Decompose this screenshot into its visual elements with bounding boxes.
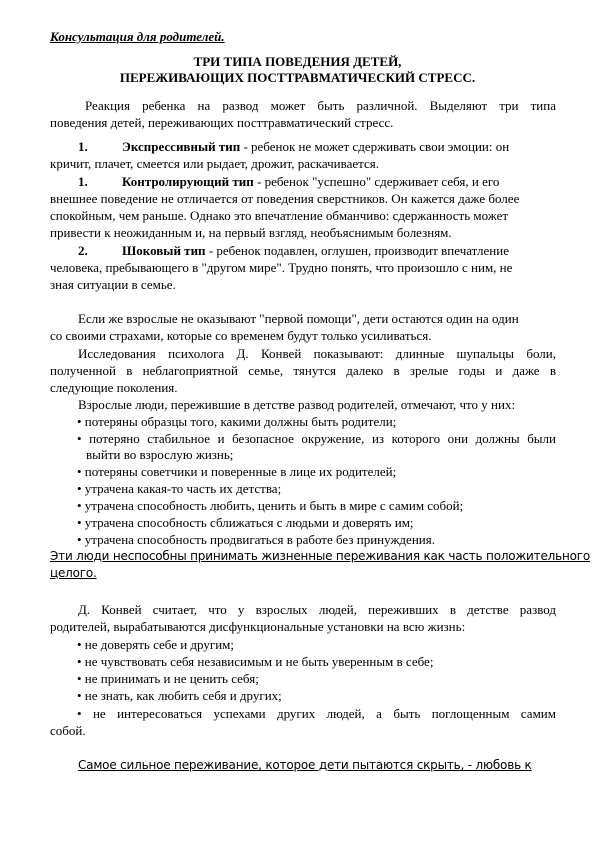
loss-item-7: • утрачена способность продвигаться в работе без принуждения. <box>77 532 435 547</box>
type-2-line-2: внешнее поведение не отличается от поведения сверстников. Он кажется даже более <box>50 191 520 206</box>
attitude-item-2: • не чувствовать себя независимым и не быть уверенным в себе; <box>77 654 434 669</box>
para1-line-2: со своими страхами, которые со временем будут только усиливаться. <box>50 328 432 343</box>
type-2-name: Контролирующий тип <box>122 174 254 189</box>
type-2-line-3: спокойным, чем раньше. Однако это впечатление обманчиво: сдержанность может <box>50 208 509 223</box>
loss-item-2-line-2: выйти во взрослую жизнь; <box>86 447 234 462</box>
type-3-line-3: зная ситуации в семье. <box>50 277 176 292</box>
final-line: Самое сильное переживание, которое дети пытаются скрыть, - любовь к <box>78 758 532 772</box>
attitude-item-4: • не знать, как любить себя и других; <box>77 688 282 703</box>
loss-item-3: • потеряны советчики и поверенные в лице их родителей; <box>77 464 397 479</box>
para2-line-1: Исследования психолога Д. Конвей показывают: длинные шупальцы боли, <box>78 346 556 361</box>
attitude-item-1: • не доверять себе и другим; <box>77 637 235 652</box>
loss-item-5: • утрачена способность любить, ценить и быть в мире с самим собой; <box>77 498 464 513</box>
para2-line-3: следующие поколения. <box>50 380 178 395</box>
para4-line-2: родителей, вырабатываются дисфункциональные установки на всю жизнь: <box>50 619 466 634</box>
type-2-line-4: привести к неожиданным и, на первый взгляд, необъяснимым болезням. <box>50 225 452 240</box>
title-line-2: ПЕРЕЖИВАЮЩИХ ПОСТТРАВМАТИЧЕСКИЙ СТРЕСС. <box>119 70 476 85</box>
intro-line-1: Реакция ребенка на развод может быть различной. Выделяют три типа <box>85 98 556 113</box>
para4-line-1: Д. Конвей считает, что у взрослых людей, переживших в детстве развод <box>78 602 556 617</box>
loss-item-4: • утрачена какая-то часть их детства; <box>77 481 282 496</box>
conclusion-line-1: Эти люди неспособны принимать жизненные переживания как часть положительного <box>50 549 591 563</box>
type-1-line-2: кричит, плачет, смеется или рыдает, дрожит, раскачивается. <box>50 156 379 171</box>
type-1-text: - ребенок не может сдерживать свои эмоции: он <box>240 139 510 154</box>
attitude-item-5-line-2: собой. <box>50 723 86 738</box>
type-3-number: 2. <box>78 243 88 258</box>
type-3-first-line <box>122 243 509 258</box>
intro-line-2: поведения детей, переживающих посттравматический стресс. <box>50 115 394 130</box>
attitude-item-3: • не принимать и не ценить себя; <box>77 671 259 686</box>
type-1-number: 1. <box>78 139 88 154</box>
para3: Взрослые люди, пережившие в детстве развод родителей, отмечают, что у них: <box>78 397 516 412</box>
type-3-line-2: человека, пребывающего в "другом мире". Трудно понять, что произошло с ним, не <box>50 260 513 275</box>
type-2-text: - ребенок "успешно" сдерживает себя, и его <box>253 174 500 189</box>
loss-item-1: • потеряны образцы того, какими должны быть родители; <box>77 414 397 429</box>
consultation-header: Консультация для родителей. <box>50 29 225 44</box>
para2-line-2: полученной в неблагоприятной семье, тянутся далеко в зрелые годы и даже в <box>50 363 556 378</box>
conclusion-line-2: целого. <box>50 566 97 580</box>
type-1-name: Экспрессивный тип <box>122 139 241 154</box>
type-2-number: 1. <box>78 174 88 189</box>
type-2-first-line <box>122 174 499 189</box>
loss-item-2-line-1: • потеряно стабильное и безопасное окружение, из которого они должны были <box>77 431 556 446</box>
attitude-item-5-line-1: • не интересоваться успехами других людей, а быть поглощенным самим <box>77 706 556 721</box>
type-3-text: - ребенок подавлен, оглушен, производит впечатление <box>205 243 509 258</box>
type-1-first-line <box>122 139 509 154</box>
title-line-1: ТРИ ТИПА ПОВЕДЕНИЯ ДЕТЕЙ, <box>193 54 402 69</box>
type-3-name: Шоковый тип <box>122 243 206 258</box>
loss-item-6: • утрачена способность сближаться с людьми и доверять им; <box>77 515 414 530</box>
para1-line-1: Если же взрослые не оказывают "первой помощи", дети остаются один на один <box>78 311 519 326</box>
